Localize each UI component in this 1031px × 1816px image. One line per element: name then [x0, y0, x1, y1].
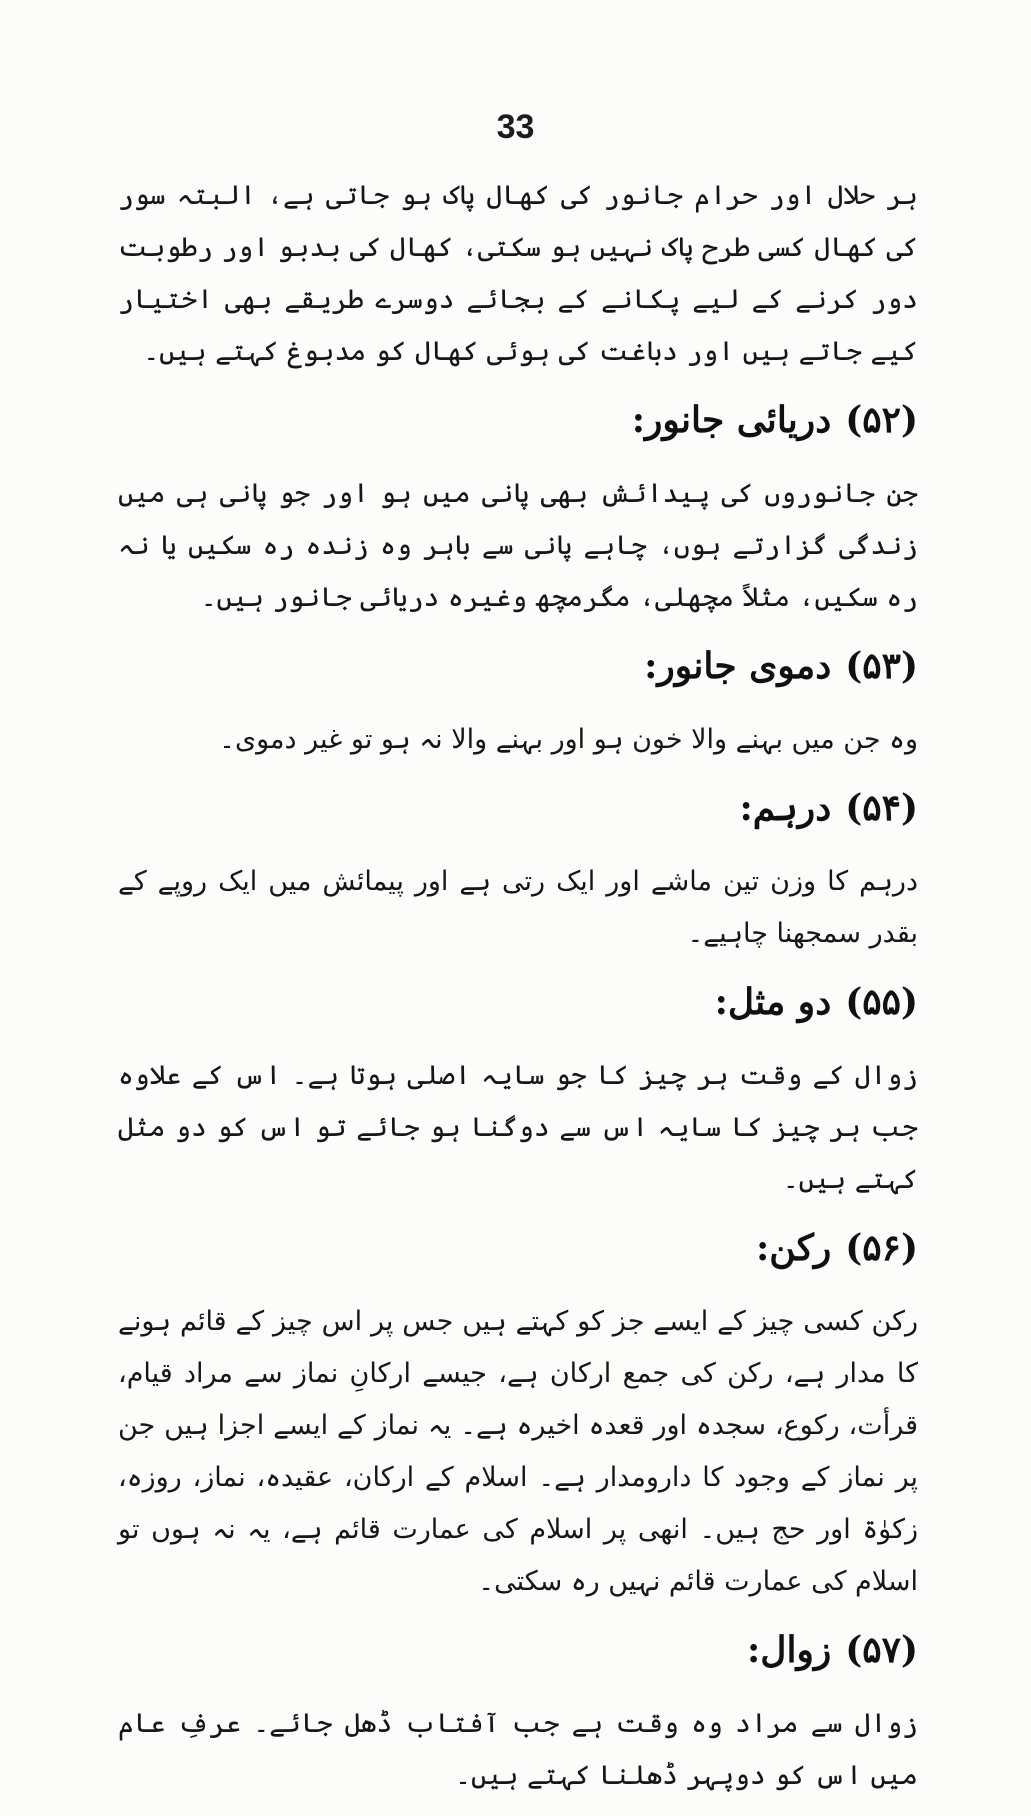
section-heading	[118, 392, 918, 448]
section-body: وہ جن میں بہنے والا خون ہو اور بہنے والا نہ ہو تو غیر دموی۔	[219, 724, 918, 755]
section-title: رکن:	[756, 1227, 832, 1269]
page-number: 33	[496, 108, 535, 146]
section-heading	[118, 974, 918, 1030]
section-body: رکن کسی چیز کے ایسے جز کو کہتے ہیں جس پر اس چیز کے قائم ہونے کا مدار ہے، رکن کی جمع ارکان ہے، جیسے ارکانِ نماز سے مراد قیام، قرأت، رکوع، سجدہ اور قعدہ اخیرہ ہے۔ یہ نماز کے ایسے اجزا ہیں جن پر نماز کے وجود کا دارومدار ہے۔ اسلام کے ارکان، عقیدہ، نماز، روزہ، زکوٰۃ اور حج ہیں۔ انھی پر اسلام کی عمارت قائم ہے، یہ نہ ہوں تو اسلام کی عمارت قائم نہیں رہ سکتی۔	[118, 1306, 918, 1597]
section-number: (۵۴)	[845, 787, 918, 829]
section-title: زوال:	[747, 1629, 832, 1671]
section-body: زوال کے وقت ہر چیز کا جو سایہ اصلی ہوتا ہے۔ اس کے علاوہ جب ہر چیز کا سایہ اس سے دوگنا ہو جائے تو اس کو دو مثل کہتے ہیں۔	[118, 1060, 918, 1195]
section-heading	[118, 1220, 918, 1276]
section-title: دو مثل:	[714, 981, 832, 1023]
section-title: دریائی جانور:	[631, 399, 832, 441]
section-body: درہم کا وزن تین ماشے اور ایک رتی ہے اور پیمائش میں ایک روپے کے بقدر سمجھنا چاہیے۔	[118, 866, 918, 949]
section-body: زوال سے مراد وہ وقت ہے جب آفتاب ڈھل جائے۔ عرفِ عام میں اس کو دوپہر ڈھلنا کہتے ہیں۔	[118, 1708, 918, 1791]
section-number: (۵۵)	[845, 981, 918, 1023]
section-number: (۵۶)	[845, 1227, 918, 1269]
section-title: درہم:	[739, 787, 832, 829]
page-content	[118, 170, 918, 1816]
section-number: (۵۲)	[845, 399, 918, 441]
section-number: (۵۷)	[845, 1629, 918, 1671]
section-title: دموی جانور:	[644, 645, 832, 687]
section-heading	[118, 780, 918, 836]
section-heading	[118, 638, 918, 694]
section-heading	[118, 1622, 918, 1678]
section-body: جن جانوروں کی پیدائش بھی پانی میں ہو اور جو پانی ہی میں زندگی گزارتے ہوں، چاہے پانی سے باہر وہ زندہ رہ سکیں یا نہ رہ سکیں، مثلاً مچھلی، مگرمچھ وغیرہ دریائی جانور ہیں۔	[118, 478, 918, 613]
intro-paragraph: ہر حلال اور حرام جانور کی کھال پاک ہو جاتی ہے، البتہ سور کی کھال کسی طرح پاک نہیں ہو سکتی، کھال کی بدبو اور رطوبت دور کرنے کے لیے پکانے کے بجائے دوسرے طریقے بھی اختیار کیے جاتے ہیں اور دباغت کی ہوئی کھال کو مدبوغ کہتے ہیں۔	[118, 180, 918, 367]
section-number: (۵۳)	[845, 645, 918, 687]
